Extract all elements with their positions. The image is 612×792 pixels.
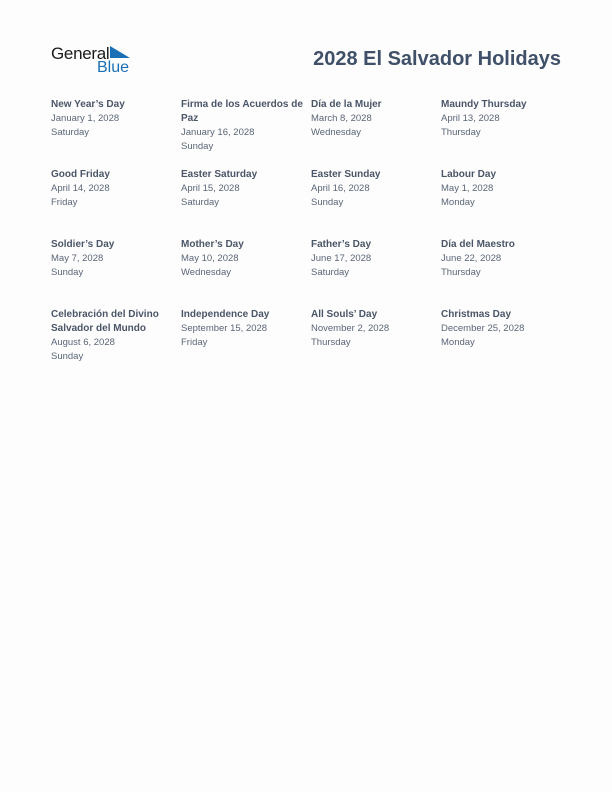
holiday-weekday: Thursday [441, 126, 481, 138]
holiday-date: September 15, 2028 [181, 323, 268, 334]
holiday-item [51, 308, 181, 378]
holiday-weekday: Wednesday [311, 126, 361, 138]
holiday-item [51, 98, 181, 168]
holiday-item [181, 308, 311, 378]
holiday-name: Maundy Thursday [441, 99, 527, 110]
logo-word-blue: Blue [97, 59, 130, 76]
holiday-date: August 6, 2028 [51, 337, 115, 348]
holiday-name: Día del Maestro [441, 239, 515, 250]
holiday-date: June 22, 2028 [441, 253, 502, 264]
holiday-weekday: Sunday [51, 350, 84, 362]
holiday-item [311, 98, 441, 168]
holiday-name: Firma de los Acuerdos de Paz [181, 99, 303, 124]
holiday-name: Día de la Mujer [311, 99, 382, 110]
holiday-weekday: Friday [181, 336, 208, 348]
holiday-weekday: Monday [441, 196, 475, 208]
holiday-name: Christmas Day [441, 309, 512, 320]
holiday-name: Father’s Day [311, 239, 372, 250]
holiday-item [441, 238, 571, 308]
holiday-weekday: Thursday [311, 336, 351, 348]
holiday-weekday: Sunday [311, 196, 344, 208]
holiday-weekday: Monday [441, 336, 475, 348]
holiday-date: April 16, 2028 [311, 183, 370, 194]
holiday-date: April 14, 2028 [51, 183, 110, 194]
holiday-date: May 10, 2028 [181, 253, 239, 264]
holiday-weekday: Saturday [51, 126, 90, 138]
holiday-name: Independence Day [181, 309, 270, 320]
holiday-grid [51, 98, 571, 378]
holiday-name: Labour Day [441, 169, 497, 180]
holiday-name: Easter Sunday [311, 169, 381, 180]
holiday-item [181, 238, 311, 308]
holiday-name: New Year’s Day [51, 99, 125, 110]
holiday-weekday: Sunday [51, 266, 84, 278]
holiday-weekday: Saturday [181, 196, 220, 208]
holiday-name: Celebración del Divino Salvador del Mundo [51, 309, 159, 334]
holiday-item [51, 168, 181, 238]
holiday-item [311, 168, 441, 238]
holiday-weekday: Wednesday [181, 266, 231, 278]
holiday-weekday: Saturday [311, 266, 350, 278]
holiday-item [311, 238, 441, 308]
holiday-name: Good Friday [51, 169, 110, 180]
holiday-weekday: Sunday [181, 140, 214, 152]
holiday-date: June 17, 2028 [311, 253, 372, 264]
holiday-item [441, 168, 571, 238]
page-title: 2028 El Salvador Holidays [313, 48, 561, 70]
holiday-date: March 8, 2028 [311, 113, 372, 124]
holiday-weekday: Thursday [441, 266, 481, 278]
holiday-item [181, 98, 311, 168]
holiday-item [181, 168, 311, 238]
holiday-weekday: Friday [51, 196, 78, 208]
holiday-date: December 25, 2028 [441, 323, 525, 334]
holiday-date: May 7, 2028 [51, 253, 104, 264]
logo-word-general: General [51, 44, 110, 63]
holiday-name: Easter Saturday [181, 169, 258, 180]
holiday-item [441, 308, 571, 378]
holiday-item [51, 238, 181, 308]
holiday-item [441, 98, 571, 168]
holiday-date: April 15, 2028 [181, 183, 240, 194]
holiday-date: January 1, 2028 [51, 113, 120, 124]
holiday-name: Mother’s Day [181, 239, 244, 250]
holiday-name: All Souls’ Day [311, 309, 378, 320]
holiday-item [311, 308, 441, 378]
holiday-date: November 2, 2028 [311, 323, 390, 334]
holiday-date: April 13, 2028 [441, 113, 500, 124]
holiday-name: Soldier’s Day [51, 239, 115, 250]
holiday-date: May 1, 2028 [441, 183, 494, 194]
holiday-date: January 16, 2028 [181, 127, 255, 138]
generalblue-logo [51, 44, 141, 78]
